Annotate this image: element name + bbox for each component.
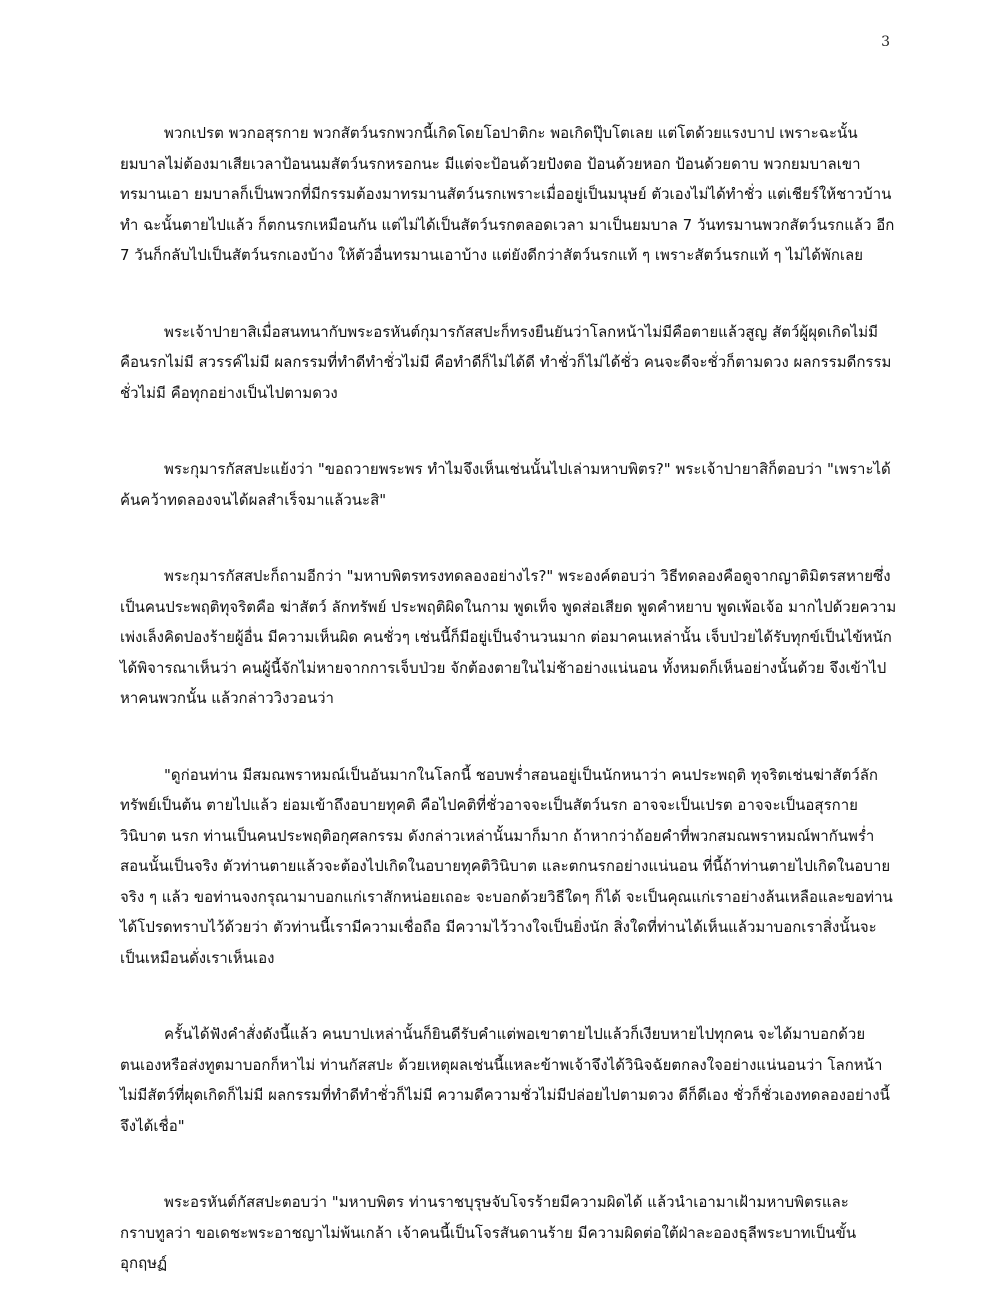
document-body [120, 118, 898, 1279]
paragraph-2: พระเจ้าปายาสิเมื่อสนทนากับพระอรหันต์กุมารกัสสปะก็ทรงยืนยันว่าโลกหน้าไม่มีคือตายแล้วสูญ สัตว์ผู้ผุดเกิดไม่มี คือนรกไม่มี สวรรค์ไม่มี ผลกรรมที่ทำดีทำชั่วไม่มี คือทำดีก็ไม่ได้ดี ทำชั่วก็ไม่ได้ชั่ว คนจะดีจะชั่วก็ตามดวง ผลกรรมดีกรรมชั่วไม่มี คือทุกอย่างเป็นไปตามดวง [120, 322, 892, 402]
page-number: 3 [881, 34, 890, 50]
paragraph-3: พระกุมารกัสสปะแย้งว่า "ขอถวายพระพร ทำไมจึงเห็นเช่นนั้นไปเล่ามหาบพิตร?" พระเจ้าปายาสิก็ตอบว่า "เพราะได้ค้นคว้าทดลองจนได้ผลสำเร็จมาแล้วนะสิ" [120, 460, 891, 509]
paragraph-1: พวกเปรต พวกอสุรกาย พวกสัตว์นรกพวกนี้เกิดโดยโอปาติกะ พอเกิดปุ๊บโตเลย แต่โตด้วยแรงบาป เพราะฉะนั้นยมบาลไม่ต้องมาเสียเวลาป้อนนมสัตว์นรกหรอกนะ มีแต่จะป้อนด้วยปังตอ ป้อนด้วยหอก ป้อนด้วยดาบ พวกยมบาลเขาทรมานเอา ยมบาลก็เป็นพวกที่มีกรรมต้องมาทรมานสัตว์นรกเพราะเมื่ออยู่เป็นมนุษย์ ตัวเองไม่ได้ทำชั่ว แต่เชียร์ให้ชาวบ้านทำ ฉะนั้นตายไปแล้ว ก็ตกนรกเหมือนกัน แต่ไม่ได้เป็นสัตว์นรกตลอดเวลา มาเป็นยมบาล 7 วันทรมานพวกสัตว์นรกแล้ว อีก 7 วันก็กลับไปเป็นสัตว์นรกเองบ้าง ให้ตัวอื่นทรมานเอาบ้าง แต่ยังดีกว่าสัตว์นรกแท้ ๆ เพราะสัตว์นรกแท้ ๆ ไม่ได้พักเลย [120, 124, 895, 264]
paragraph-4: พระกุมารกัสสปะก็ถามอีกว่า "มหาบพิตรทรงทดลองอย่างไร?" พระองค์ตอบว่า วิธีทดลองคือดูจากญาติมิตรสหายซึ่งเป็นคนประพฤติทุจริตคือ ฆ่าสัตว์ ลักทรัพย์ ประพฤติผิดในกาม พูดเท็จ พูดส่อเสียด พูดคำหยาบ พูดเพ้อเจ้อ มากไปด้วยความเพ่งเล็งคิดปองร้ายผู้อื่น มีความเห็นผิด คนชั่วๆ เช่นนี้ก็มีอยู่เป็นจำนวนมาก ต่อมาคนเหล่านั้น เจ็บป่วยได้รับทุกข์เป็นไข้หนัก ได้พิจารณาเห็นว่า คนผู้นี้จักไม่หายจากการเจ็บป่วย จักต้องตายในไม่ช้าอย่างแน่นอน ทั้งหมดก็เห็นอย่างนั้นด้วย จึงเข้าไปหาคนพวกนั้น แล้วกล่าววิงวอนว่า [120, 567, 897, 707]
paragraph-6: ครั้นได้ฟังคำสั่งดังนี้แล้ว คนบาปเหล่านั้นก็ยินดีรับคำแต่พอเขาตายไปแล้วก็เงียบหายไปทุกคน จะได้มาบอกด้วยตนเองหรือส่งทูตมาบอกก็หาไม่ ท่านกัสสปะ ด้วยเหตุผลเช่นนี้แหละข้าพเจ้าจึงได้วินิจฉัยตกลงใจอย่างแน่นอนว่า โลกหน้าไม่มีสัตว์ที่ผุดเกิดก็ไม่มี ผลกรรมที่ทำดีทำชั่วก็ไม่มี ความดีความชั่วไม่มีปล่อยไปตามดวง ดีก็ดีเอง ชั่วก็ชั่วเองทดลองอย่างนี้จึงได้เชื่อ" [120, 1025, 890, 1135]
paragraph-7: พระอรหันต์กัสสปะตอบว่า "มหาบพิตร ท่านราชบุรุษจับโจรร้ายมีความผิดได้ แล้วนำเอามาเฝ้ามหาบพิตรและกราบทูลว่า ขอเดชะพระอาชญาไม่พ้นเกล้า เจ้าคนนี้เป็นโจรสันดานร้าย มีความผิดต่อใต้ฝ่าละอองธุลีพระบาทเป็นขั้นอุกฤษฏ์ [120, 1193, 857, 1272]
paragraph-5: "ดูก่อนท่าน มีสมณพราหมณ์เป็นอันมากในโลกนี้ ชอบพร่ำสอนอยู่เป็นนักหนาว่า คนประพฤติ ทุจริตเช่นฆ่าสัตว์ลักทรัพย์เป็นต้น ตายไปแล้ว ย่อมเข้าถึงอบายทุคติ คือไปคติที่ชั่วอาจจะเป็นสัตว์นรก อาจจะเป็นเปรต อาจจะเป็นอสุรกายวินิบาต นรก ท่านเป็นคนประพฤติอกุศลกรรม ดังกล่าวเหล่านั้นมาก็มาก ถ้าหากว่าถ้อยคำที่พวกสมณพราหมณ์พากันพร่ำสอนนั้นเป็นจริง ตัวท่านตายแล้วจะต้องไปเกิดในอบายทุคติวินิบาต และตกนรกอย่างแน่นอน ที่นี้ถ้าท่านตายไปเกิดในอบายจริง ๆ แล้ว ขอท่านจงกรุณามาบอกแก่เราสักหน่อยเถอะ จะบอกด้วยวิธีใดๆ ก็ได้ จะเป็นคุณแก่เราอย่างล้นเหลือและขอท่านได้โปรดทราบไว้ด้วยว่า ตัวท่านนี้เรามีความเชื่อถือ มีความไว้วางใจเป็นยิ่งนัก สิ่งใดที่ท่านได้เห็นแล้วมาบอกเราสิ่งนั้นจะเป็นเหมือนดั่งเราเห็นเอง [120, 765, 893, 967]
